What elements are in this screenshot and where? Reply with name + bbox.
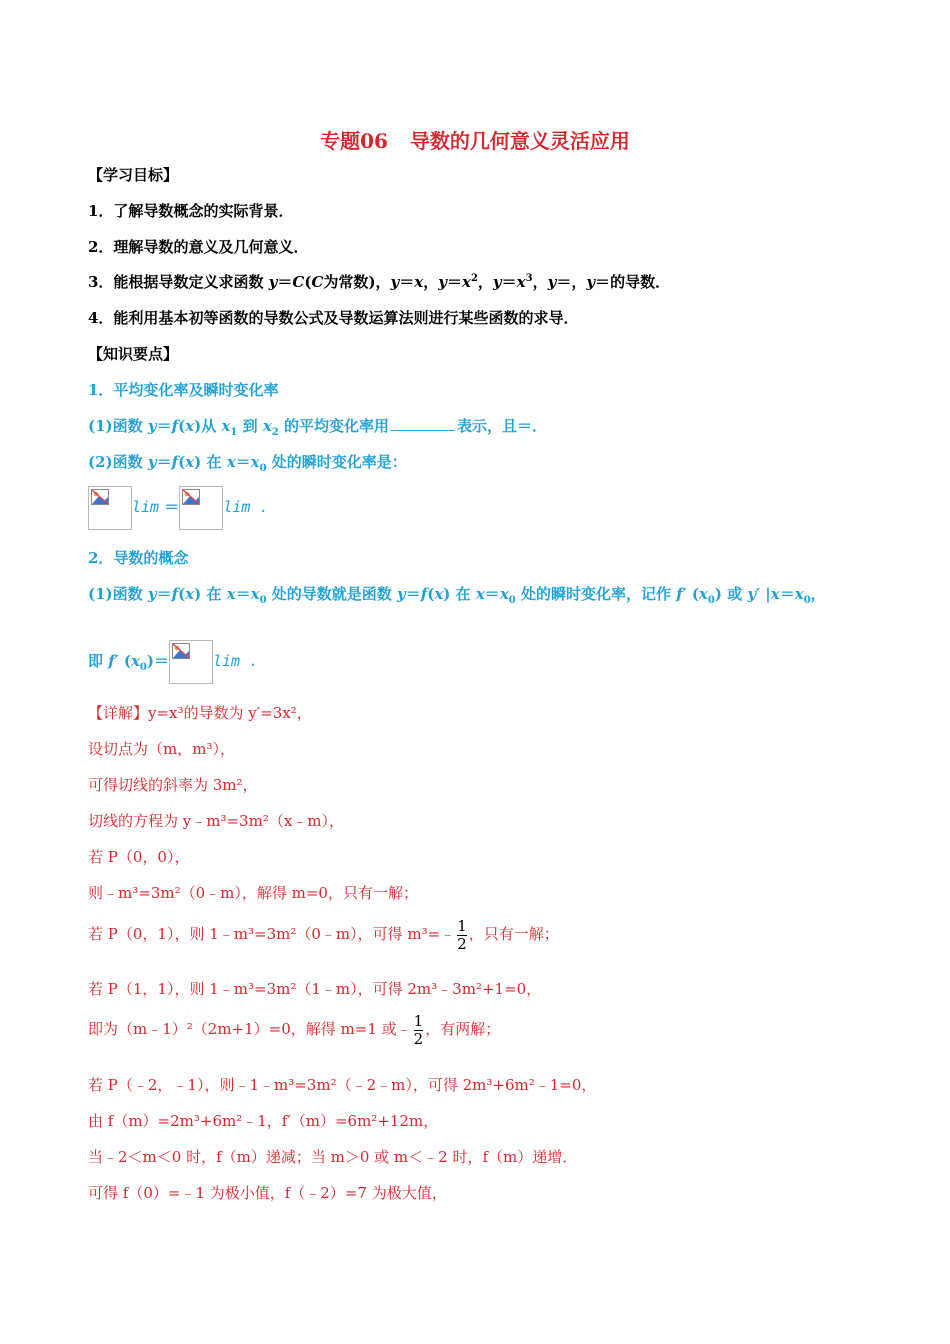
broken-image-icon (169, 640, 213, 684)
fraction: $\frac{1}{2}$ (413, 1011, 424, 1048)
image-placeholder-icon (182, 489, 200, 505)
knowledge-subheading-1: 1．平均变化率及瞬时变化率 (88, 381, 279, 399)
solution-line-4: 切线的方程为 y﹣m³=3m²（x﹣m）， (88, 812, 345, 830)
image-placeholder-icon (91, 489, 109, 505)
solution-line-11: 由 f（m）=2m³+6m²﹣1，f′（m）=6m²+12m， (88, 1112, 439, 1130)
fraction: $\frac{1}{2}$ (457, 916, 467, 953)
fill-blank[interactable] (391, 416, 455, 431)
section-heading-knowledge: 【知识要点】 (88, 345, 179, 363)
knowledge-line-1-2: (2)函数 y＝f(x) 在 $x=x_0$ 处的瞬时变化率是： (88, 453, 407, 474)
solution-line-2: 设切点为（m，m³）， (88, 740, 235, 758)
solution-line-1: 【详解】y=x³的导数为 y′=3x²， (88, 704, 312, 722)
broken-image-icon (88, 486, 132, 530)
solution-line-8: 若 P（1，1），则 1﹣m³=3m²（1﹣m），可得 2m³﹣3m²+1=0， (88, 980, 542, 998)
solution-line-7: 若 P（0，1），则 1﹣m³=3m²（0﹣m），可得 m³=﹣ $\frac{1}{2}$ ，只有一解； (88, 916, 559, 953)
solution-line-13: 可得 f（0）=﹣1 为极小值，f（﹣2）=7 为极大值， (88, 1184, 447, 1202)
solution-line-10: 若 P（﹣2，﹣1），则﹣1﹣m³=3m²（﹣2﹣m），可得 2m³+6m²﹣1=0， (88, 1076, 597, 1094)
broken-image-icon (179, 486, 223, 530)
solution-line-12: 当﹣2＜m＜0 时，f（m）递减；当 m＞0 或 m＜﹣2 时，f（m）递增． (88, 1148, 578, 1166)
knowledge-subheading-2: 2．导数的概念 (88, 549, 189, 567)
limit-formula-1: lim ＝ lim . (88, 484, 268, 530)
goal-item-3: 3．能根据导数定义求函数 y＝C(C为常数)，y＝x，$y=x^2$，$y=x^3$，y＝，y＝的导数． (88, 273, 671, 291)
solution-line-6: 则﹣m³=3m²（0﹣m），解得 m=0，只有一解； (88, 884, 418, 902)
knowledge-line-1-1: (1)函数 y＝f(x)从 $x_1$ 到 $x_2$ 的平均变化率用 表示，且＝． (88, 417, 548, 438)
knowledge-line-2-1: (1)函数 y＝f(x) 在 $x=x_0$ 处的导数就是函数 y＝f(x) 在 $x=x_0$ 处的瞬时变化率，记作 f′ $(x_0)$ 或 y′ $|x=x_0$， (88, 585, 826, 606)
page-title: 专题06 导数的几何意义灵活应用 (320, 129, 630, 153)
goal-item-2: 2．理解导数的意义及几何意义． (88, 238, 309, 256)
solution-line-5: 若 P（0，0）， (88, 848, 190, 866)
solution-line-3: 可得切线的斜率为 3m²， (88, 776, 258, 794)
limit-formula-2: 即 f′ $(x_0)=$ lim . (88, 638, 258, 684)
goal-item-4: 4．能利用基本初等函数的导数公式及导数运算法则进行某些函数的求导． (88, 309, 579, 327)
solution-line-9: 即为（m﹣1）²（2m+1）=0，解得 m=1 或﹣ $\frac{1}{2}$ ，有两解； (88, 1011, 501, 1048)
image-placeholder-icon (172, 643, 190, 659)
section-heading-goals: 【学习目标】 (88, 166, 179, 184)
goal-item-1: 1．了解导数概念的实际背景． (88, 202, 294, 220)
